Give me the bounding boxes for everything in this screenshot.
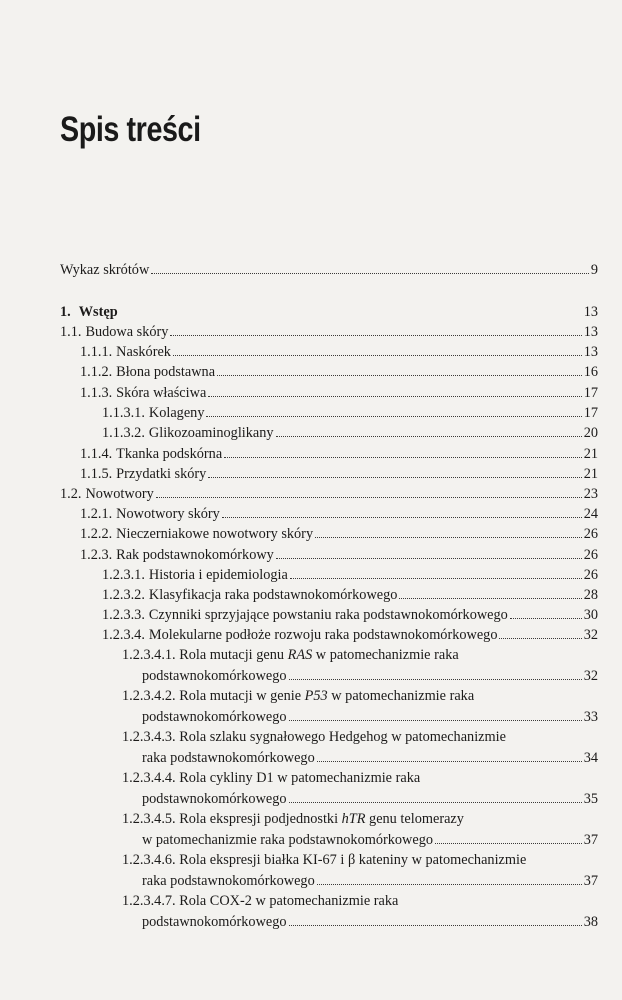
toc-entry-text: Rola ekspresji białka KI-67 i β kateniny w patomechanizmie (179, 852, 527, 868)
leader-dots (289, 924, 582, 926)
toc-entry-text: Błona podstawna (116, 364, 216, 380)
toc-page-number: 21 (583, 446, 598, 462)
toc-page-number: 32 (583, 667, 598, 684)
toc-entry (122, 645, 598, 686)
toc-entry (122, 686, 598, 727)
toc-entry (122, 891, 598, 932)
toc-entry-number: 1. (60, 304, 71, 320)
toc-entry-number: 1.2.3.2. (102, 587, 145, 603)
toc-page-number: 23 (583, 486, 598, 502)
toc-page-number: 21 (583, 466, 598, 482)
toc-entry (80, 444, 598, 465)
toc-entry-text: w patomechanizmie raka (327, 688, 475, 704)
toc-entry-number: 1.2.3. (80, 547, 113, 563)
leader-dots (289, 801, 582, 803)
leader-dots (208, 395, 581, 397)
toc-entry (102, 625, 598, 646)
toc-page-number: 35 (583, 790, 598, 807)
toc-entry-text: Przydatki skóry (116, 466, 207, 482)
toc-page-number: 24 (583, 506, 598, 522)
toc-entry (80, 464, 598, 485)
toc-page-number: 13 (583, 324, 598, 340)
toc-entry-number: 1.1. (60, 324, 82, 340)
toc-entry-number: 1.1.2. (80, 364, 113, 380)
toc-entry-number: 1.1.4. (80, 446, 113, 462)
gene-name: RAS (287, 647, 313, 663)
toc-entry (80, 545, 598, 566)
toc-page-number: 17 (583, 385, 598, 401)
toc-entry-number: 1.2.3.4. (102, 627, 145, 643)
toc-entry-text: Rola mutacji genu (179, 647, 288, 663)
toc-page-number: 38 (583, 913, 598, 930)
toc-entry-continuation: podstawnokomórkowego (142, 790, 287, 807)
toc-entry-continuation: podstawnokomórkowego (142, 913, 287, 930)
leader-dots (499, 637, 581, 639)
toc-entry-text: Rak podstawnokomórkowy (116, 547, 274, 563)
toc-page-number: 16 (583, 364, 598, 380)
toc-entry-number: 1.1.1. (80, 344, 113, 360)
toc-entry (122, 850, 598, 891)
toc-entry (122, 809, 598, 850)
toc-page-number: 37 (583, 872, 598, 889)
toc-entry (60, 484, 598, 505)
toc-entry-number: 1.2.3.4.6. (122, 852, 176, 868)
toc-entry-text: Budowa skóry (85, 324, 169, 340)
toc-page-number: 37 (583, 831, 598, 848)
leader-dots (224, 456, 582, 458)
toc-page-number: 30 (583, 607, 598, 623)
toc-page-number: 17 (583, 405, 598, 421)
toc-entry-text: Rola ekspresji podjednostki (179, 811, 342, 827)
toc-entry (60, 260, 598, 281)
toc-entry (80, 504, 598, 525)
leader-dots (290, 577, 582, 579)
toc-entry-text: Naskórek (116, 344, 171, 360)
leader-dots (276, 557, 582, 559)
toc-entry-text: Klasyfikacja raka podstawnokomórkowego (148, 587, 398, 603)
toc-entry (80, 342, 598, 363)
page-title: Spis treści (60, 110, 201, 149)
toc-entry-text: Rola mutacji w genie (179, 688, 305, 704)
toc-entry-number: 1.2.3.3. (102, 607, 145, 623)
toc-entry (102, 565, 598, 586)
toc-entry-number: 1.2.1. (80, 506, 113, 522)
toc-entry (102, 585, 598, 606)
toc-entry (122, 768, 598, 809)
toc-entry-continuation: podstawnokomórkowego (142, 708, 287, 725)
leader-dots (289, 678, 582, 680)
gene-name: hTR (341, 811, 366, 827)
toc-entry (122, 727, 598, 768)
toc-entry-number: 1.2.3.1. (102, 567, 145, 583)
toc-page-number: 32 (583, 627, 598, 643)
leader-dots (317, 760, 582, 762)
toc-page-number: 26 (583, 567, 598, 583)
toc-entry-number: 1.1.3.2. (102, 425, 145, 441)
toc-entry (80, 383, 598, 404)
toc-entry-number: 1.2.3.4.7. (122, 893, 176, 909)
toc-entry-text: w patomechanizmie raka (312, 647, 459, 663)
leader-dots (435, 842, 582, 844)
toc-entry-number: 1.2.3.4.1. (122, 647, 176, 663)
toc-page-number: 13 (583, 344, 598, 360)
leader-dots (170, 334, 581, 336)
toc-entry-text: Glikozoaminoglikany (148, 425, 274, 441)
leader-dots (222, 516, 582, 518)
toc-entry-continuation: w patomechanizmie raka podstawnokomórkowego (142, 831, 434, 848)
toc-entry (102, 605, 598, 626)
toc-entry-number: 1.2. (60, 486, 82, 502)
toc-entry-continuation: raka podstawnokomórkowego (142, 872, 315, 889)
toc-page-number: 26 (583, 547, 598, 563)
leader-dots (317, 883, 582, 885)
toc-entry-number: 1.2.3.4.5. (122, 811, 176, 827)
toc-entry-text: Czynniki sprzyjające powstaniu raka podstawnokomórkowego (148, 607, 508, 623)
toc-entry-number: 1.2.3.4.2. (122, 688, 176, 704)
toc-entry-text: Tkanka podskórna (116, 446, 223, 462)
leader-dots (399, 597, 581, 599)
leader-dots (208, 476, 581, 478)
toc-entry-continuation: podstawnokomórkowego (142, 667, 287, 684)
toc-entry-text: Rola szlaku sygnałowego Hedgehog w patomechanizmie (179, 729, 506, 745)
toc-entry-text: Wykaz skrótów (60, 262, 150, 278)
leader-dots (151, 272, 589, 274)
leader-dots (206, 415, 581, 417)
leader-dots (217, 374, 582, 376)
toc-entry (80, 362, 598, 383)
toc-entry (102, 423, 598, 444)
toc-page-number: 34 (583, 749, 598, 766)
toc-entry-text: genu telomerazy (365, 811, 464, 827)
toc-entry-text: Kolageny (148, 405, 205, 421)
toc-entry-text: Rola cykliny D1 w patomechanizmie raka (179, 770, 421, 786)
toc-entry-text: Historia i epidemiologia (148, 567, 288, 583)
toc-entry-number: 1.1.3.1. (102, 405, 145, 421)
toc-entry-text: Nowotwory skóry (116, 506, 220, 522)
toc-entry-number: 1.2.3.4.4. (122, 770, 176, 786)
toc-entry-text: Nieczerniakowe nowotwory skóry (116, 526, 314, 542)
toc-entry (60, 302, 598, 323)
toc-page-number: 13 (583, 304, 598, 320)
leader-dots (510, 617, 582, 619)
toc-entry-number: 1.2.3.4.3. (122, 729, 176, 745)
toc-entry-text: Nowotwory (85, 486, 154, 502)
toc-page-number: 26 (583, 526, 598, 542)
toc-entry-continuation: raka podstawnokomórkowego (142, 749, 315, 766)
toc-entry (102, 403, 598, 424)
leader-dots (315, 536, 582, 538)
toc-page-number: 33 (583, 708, 598, 725)
toc-entry-text: Wstęp (78, 304, 118, 320)
leader-dots (173, 354, 582, 356)
leader-dots (276, 435, 582, 437)
toc-entry-number: 1.2.2. (80, 526, 113, 542)
toc-entry (80, 524, 598, 545)
toc-entry (60, 322, 598, 343)
leader-dots (289, 719, 582, 721)
toc-entry-text: Molekularne podłoże rozwoju raka podstawnokomórkowego (148, 627, 498, 643)
toc-page-number: 20 (583, 425, 598, 441)
toc-entry-text: Skóra właściwa (116, 385, 207, 401)
toc-page-number: 9 (590, 262, 598, 278)
toc-entry-text: Rola COX-2 w patomechanizmie raka (179, 893, 399, 909)
leader-dots (156, 496, 582, 498)
gene-name: P53 (304, 688, 328, 704)
toc-entry-number: 1.1.5. (80, 466, 113, 482)
toc-page-number: 28 (583, 587, 598, 603)
toc-entry-number: 1.1.3. (80, 385, 113, 401)
